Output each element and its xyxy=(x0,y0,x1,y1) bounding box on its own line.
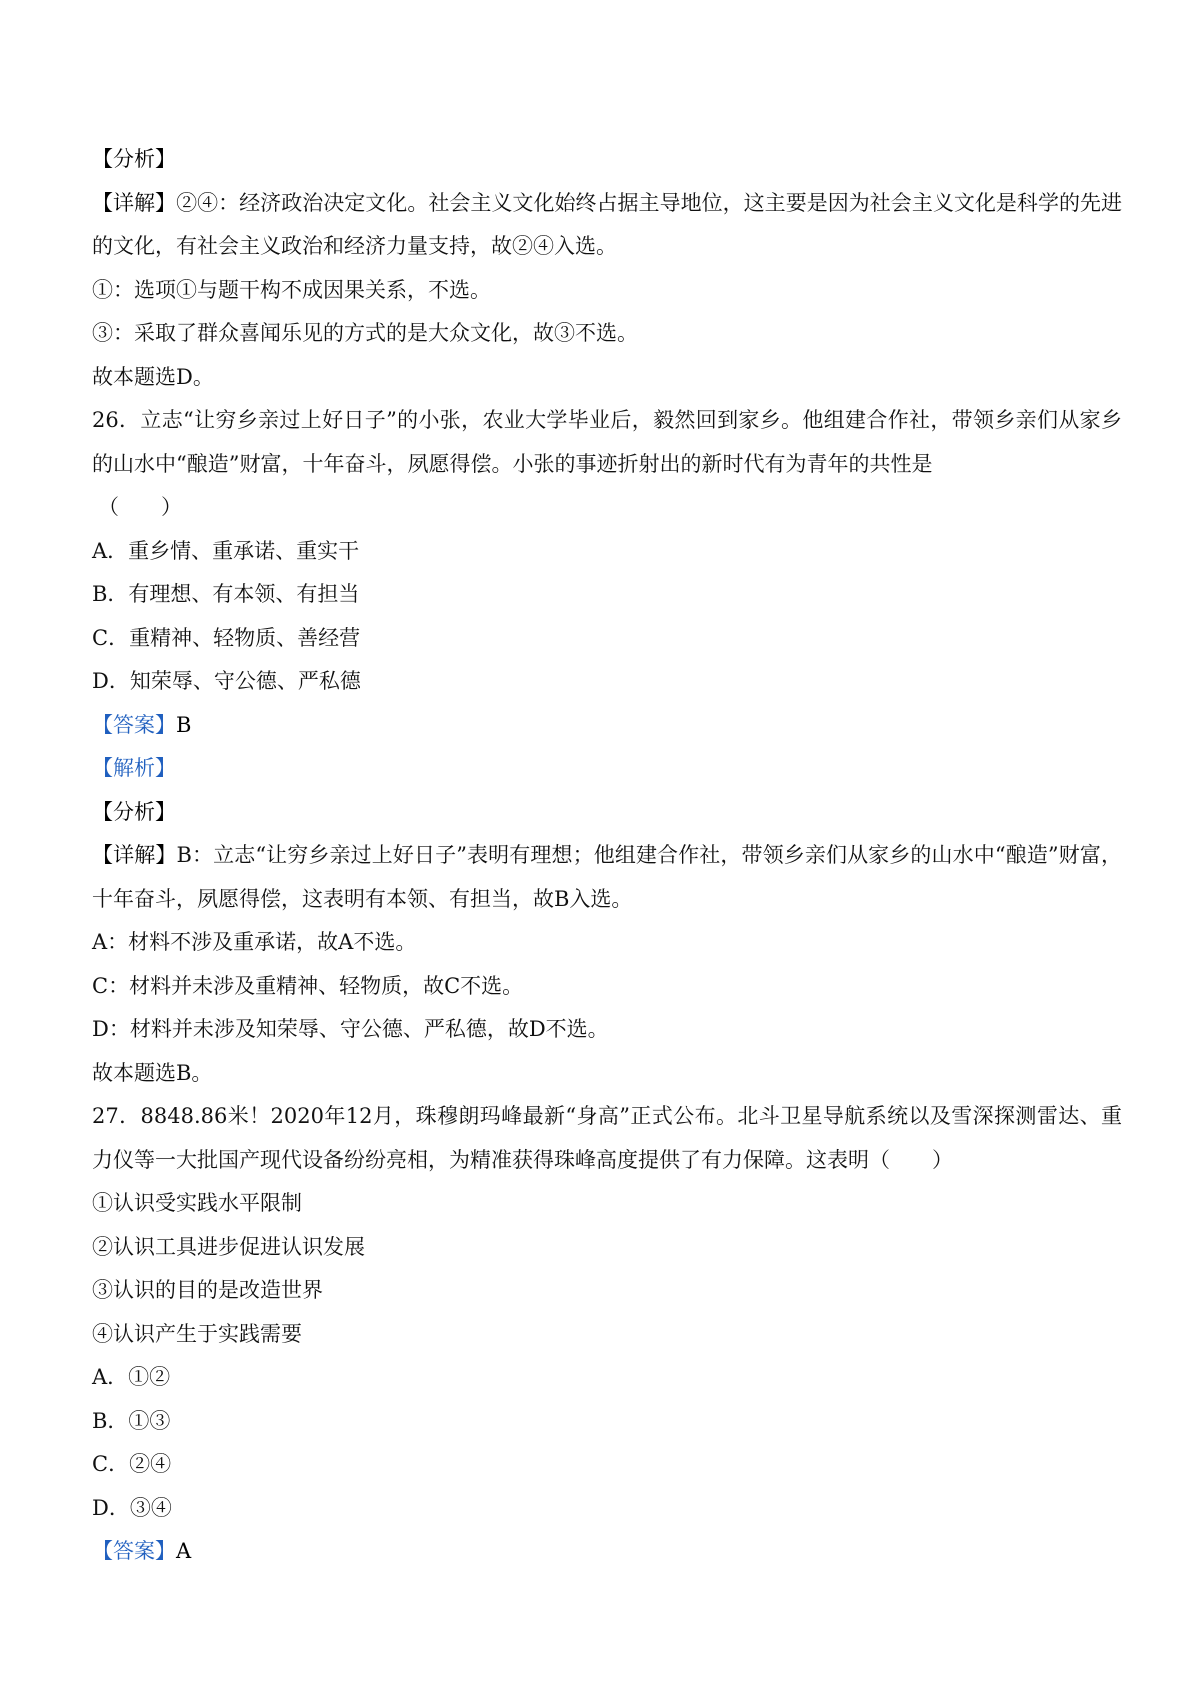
answer-value: A xyxy=(176,1539,192,1563)
statement-2: ②认识工具进步促进认识发展 xyxy=(92,1234,365,1259)
note-line: ①：选项①与题干构不成因果关系，不选。 xyxy=(92,277,491,302)
answer-line xyxy=(92,1530,1122,1574)
statement-4: ④认识产生于实践需要 xyxy=(92,1321,302,1346)
note-line: D：材料并未涉及知荣辱、守公德、严私德，故D不选。 xyxy=(92,1017,609,1041)
option-a: A．①② xyxy=(92,1365,171,1389)
detail-heading: 【详解】 xyxy=(92,843,177,867)
explanation-heading: 【解析】 xyxy=(92,756,176,780)
detail-paragraph xyxy=(92,182,1122,269)
option-a: A．重乡情、重承诺、重实干 xyxy=(92,538,360,563)
option-b: B．①③ xyxy=(92,1408,171,1433)
answer-heading: 【答案】 xyxy=(92,712,176,737)
question-stem xyxy=(92,399,1122,486)
detail-heading: 【详解】 xyxy=(92,190,177,215)
note-line: ③：采取了群众喜闻乐见的方式的是大众文化，故③不选。 xyxy=(92,321,638,345)
option-c: C．重精神、轻物质、善经营 xyxy=(92,625,361,650)
answer-value: B xyxy=(176,712,192,737)
conclusion-line: 故本题选B。 xyxy=(92,1060,213,1085)
document-page xyxy=(92,138,1122,1574)
statement-1: ①认识受实践水平限制 xyxy=(92,1191,302,1215)
statement-3: ③认识的目的是改造世界 xyxy=(92,1278,323,1302)
analysis-heading: 【分析】 xyxy=(92,147,176,171)
question-27-stem: 27．8848.86米！2020年12月，珠穆朗玛峰最新“身高”正式公布。北斗卫星导航系统以及雪深探测雷达、重力仪等一大批国产现代设备纷纷亮相，为精准获得珠峰高度提供了有力保障。这表明（ ） xyxy=(92,1104,1122,1172)
option-b: B．有理想、有本领、有担当 xyxy=(92,582,360,606)
conclusion-line: 故本题选D。 xyxy=(92,364,214,389)
answer-line xyxy=(92,704,1122,748)
answer-heading: 【答案】 xyxy=(92,1539,176,1563)
answer-paren: （ ） xyxy=(98,495,182,519)
note-line: A：材料不涉及重承诺，故A不选。 xyxy=(92,930,417,954)
question-stem xyxy=(92,1095,1122,1182)
option-d: D．知荣辱、守公德、严私德 xyxy=(92,669,361,693)
detail-text: ②④：经济政治决定文化。社会主义文化始终占据主导地位，这主要是因为社会主义文化是科学的先进的文化，有社会主义政治和经济力量支持，故②④入选。 xyxy=(92,190,1123,258)
option-c: C．②④ xyxy=(92,1452,172,1476)
option-d: D．③④ xyxy=(92,1495,172,1520)
question-26-stem: 26．立志“让穷乡亲过上好日子”的小张，农业大学毕业后，毅然回到家乡。他组建合作社，带领乡亲们从家乡的山水中“酿造”财富，十年奋斗，夙愿得偿。小张的事迹折射出的新时代有为青年的共性是 xyxy=(92,408,1122,476)
analysis-heading: 【分析】 xyxy=(92,799,176,824)
note-line: C：材料并未涉及重精神、轻物质，故C不选。 xyxy=(92,973,524,998)
detail-text: B：立志“让穷乡亲过上好日子”表明有理想；他组建合作社，带领乡亲们从家乡的山水中“酿造”财富，十年奋斗，夙愿得偿，这表明有本领、有担当，故B入选。 xyxy=(92,843,1122,911)
detail-paragraph xyxy=(92,834,1122,921)
